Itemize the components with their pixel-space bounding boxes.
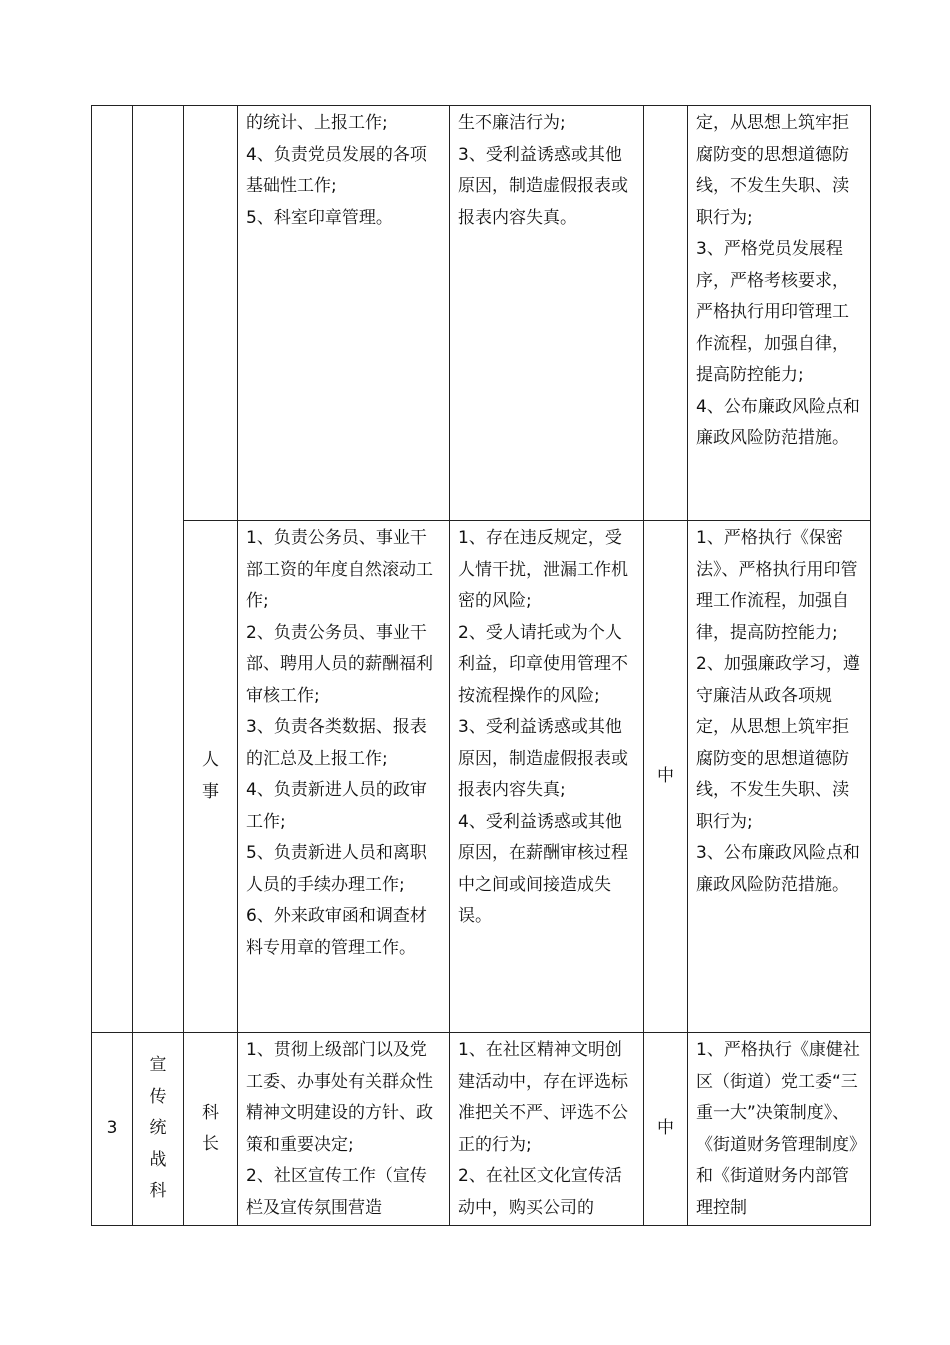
- cell-measures: 1、严格执行《保密法》、严格执行用印管理工作流程，加强自律，提高防控能力; 2、加强廉政学习，遵守廉洁从政各项规定，从思想上筑牢拒腐防变的思想道德防线，不发生失职、渎职行为; 3、公布廉政风险点和廉政风险防范措施。: [688, 521, 871, 1033]
- cell-post: 人 事: [184, 521, 238, 1033]
- cell-risks: 1、存在违反规定，受人情干扰，泄漏工作机密的风险; 2、受人请托或为个人利益，印章使用管理不按流程操作的风险; 3、受利益诱惑或其他原因，制造虚假报表或报表内容失真; 4、受利益诱惑或其他原因，在薪酬审核过程中之间或间接造成失误。: [450, 521, 644, 1033]
- table-row: [92, 521, 871, 1033]
- cell-duties: 1、贯彻上级部门以及党工委、办事处有关群众性精神文明建设的方针、政策和重要决定; 2、社区宣传工作（宣传栏及宣传氛围营造: [238, 1033, 450, 1226]
- cell-no: [92, 106, 133, 1033]
- cell-risks: 生不廉洁行为; 3、受利益诱惑或其他原因，制造虚假报表或报表内容失真。: [450, 106, 644, 521]
- cell-level: 中: [644, 1033, 688, 1226]
- cell-post: [184, 106, 238, 521]
- cell-measures: 定，从思想上筑牢拒腐防变的思想道德防线，不发生失职、渎职行为; 3、严格党员发展程序，严格考核要求，严格执行用印管理工作流程，加强自律，提高防控能力; 4、公布廉政风险点和廉政风险防范措施。: [688, 106, 871, 521]
- cell-level: 中: [644, 521, 688, 1033]
- cell-dept: [133, 106, 184, 1033]
- cell-post: 科 长: [184, 1033, 238, 1226]
- cell-duties: 1、负责公务员、事业干部工资的年度自然滚动工作; 2、负责公务员、事业干部、聘用人员的薪酬福利审核工作; 3、负责各类数据、报表的汇总及上报工作; 4、负责新进人员的政审工作; 5、负责新进人员和离职人员的手续办理工作; 6、外来政审函和调查材料专用章的管理工作。: [238, 521, 450, 1033]
- risk-table: [91, 105, 871, 1226]
- cell-risks: 1、在社区精神文明创建活动中，存在评选标准把关不严、评选不公正的行为; 2、在社区文化宣传活动中，购买公司的: [450, 1033, 644, 1226]
- cell-dept: 宣 传 统 战 科: [133, 1033, 184, 1226]
- cell-no: 3: [92, 1033, 133, 1226]
- table-row: [92, 1033, 871, 1226]
- table-row: [92, 106, 871, 521]
- cell-duties: 的统计、上报工作; 4、负责党员发展的各项基础性工作; 5、科室印章管理。: [238, 106, 450, 521]
- cell-measures: 1、严格执行《康健社区（街道）党工委“三重一大”决策制度》、《街道财务管理制度》和《街道财务内部管理控制: [688, 1033, 871, 1226]
- cell-level: [644, 106, 688, 521]
